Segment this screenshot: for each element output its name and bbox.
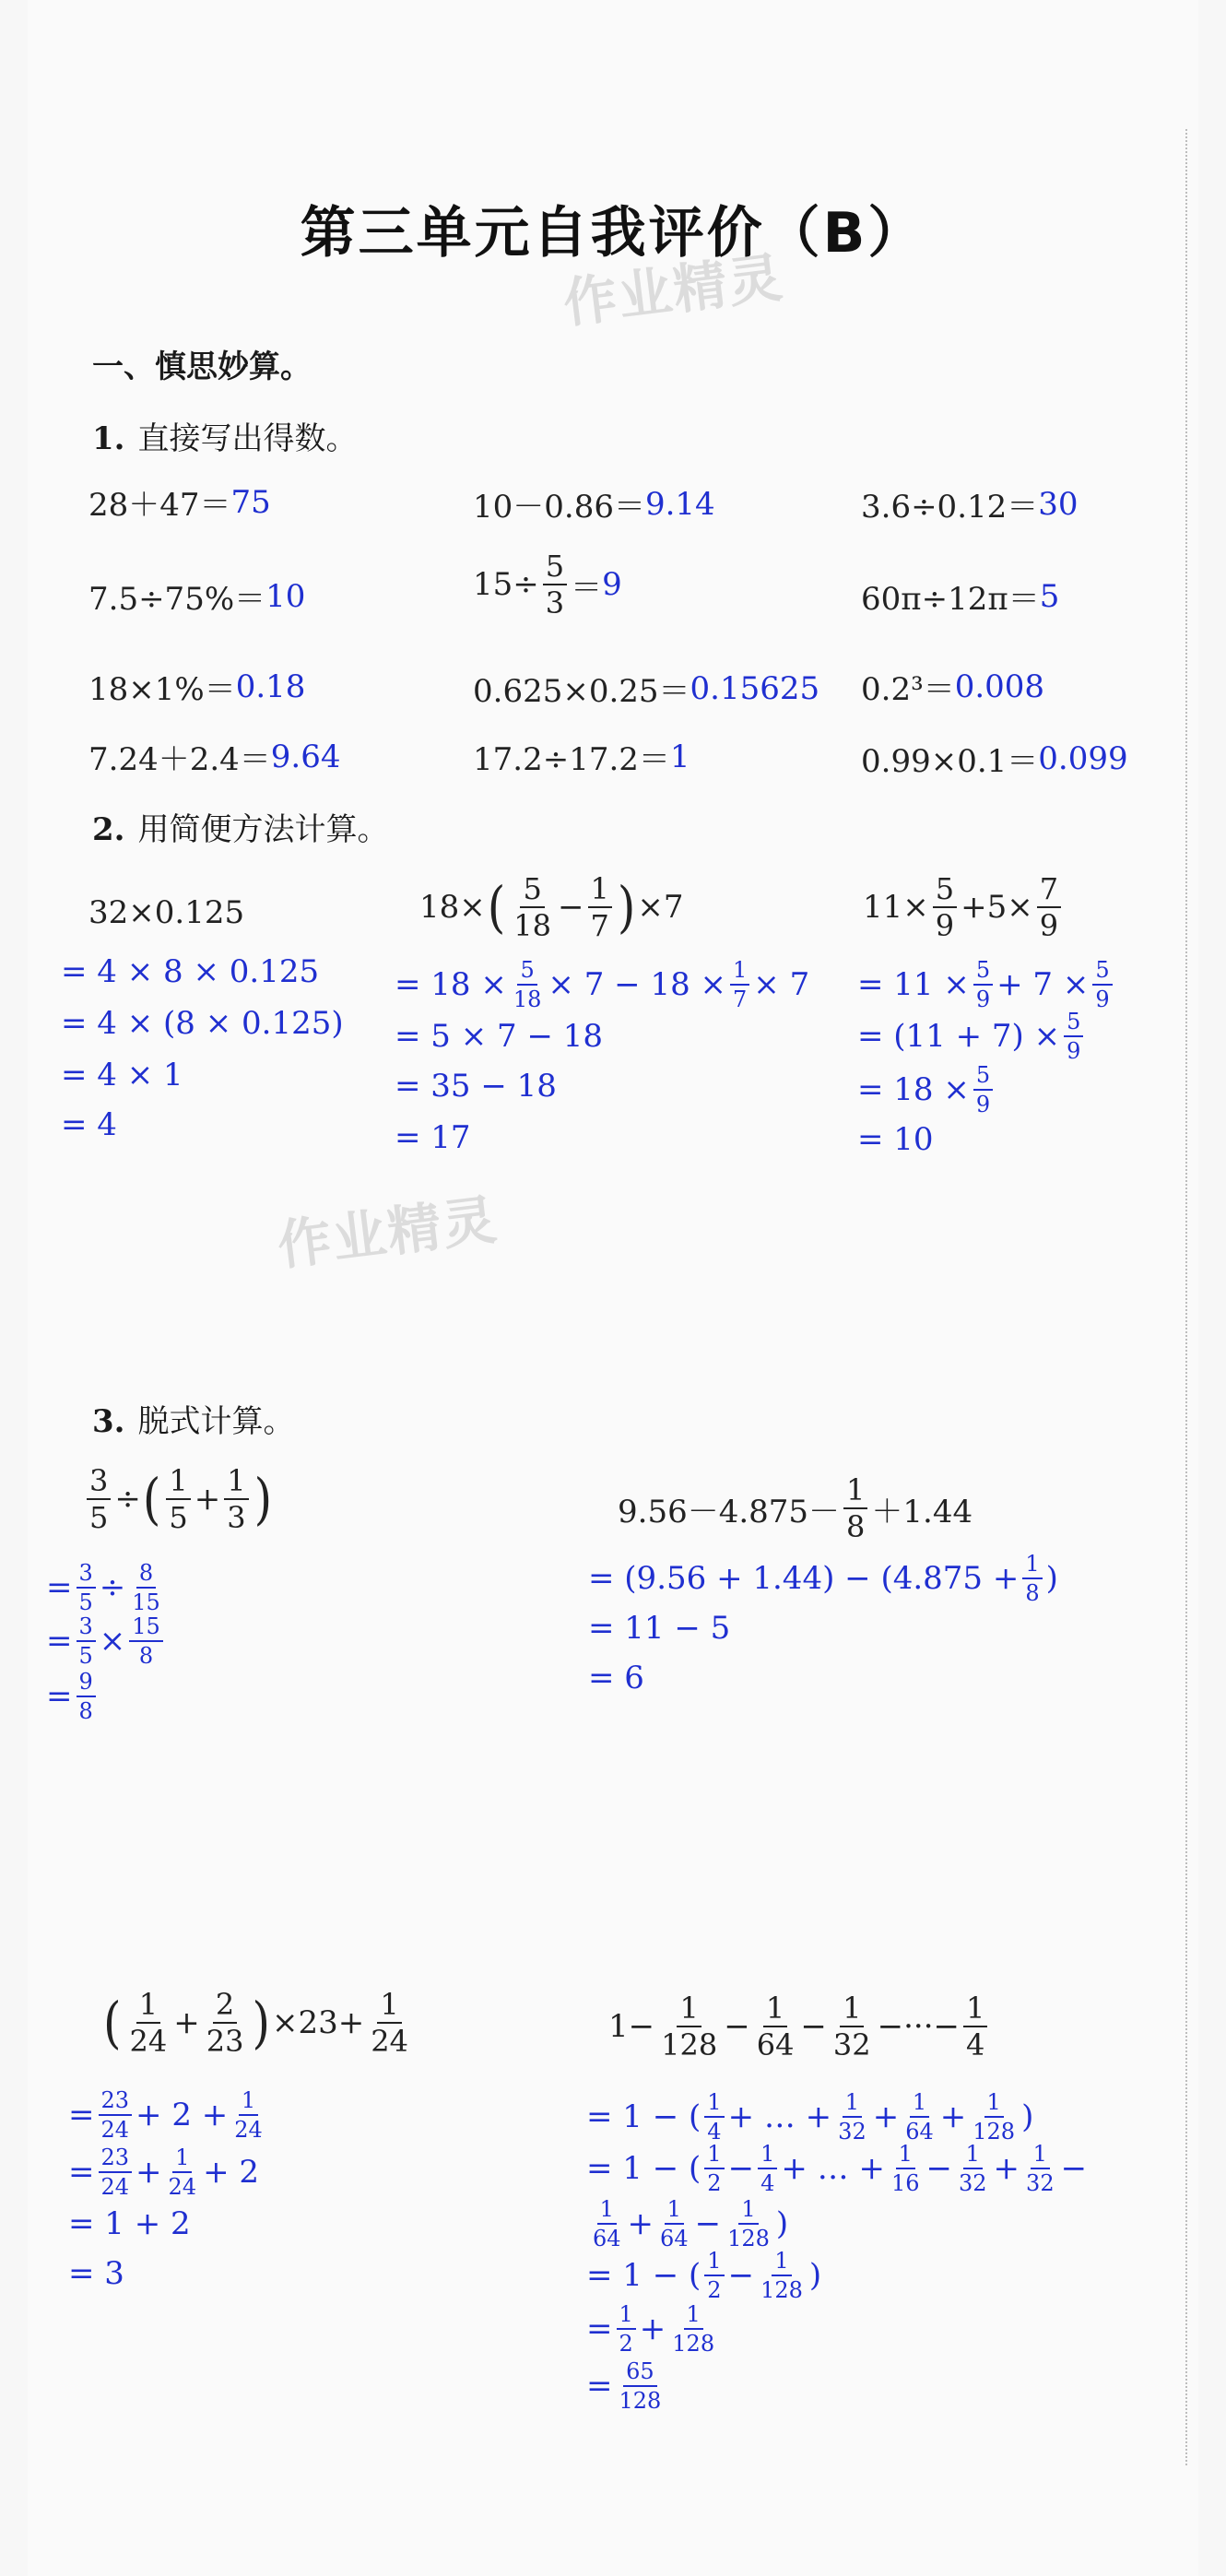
- oral-item: 10－0.86＝ 9.14: [473, 485, 715, 526]
- answer: 0.15625: [690, 669, 820, 707]
- solution-step: = 4 × (8 × 0.125): [61, 1005, 344, 1042]
- question-number: 3.: [92, 1403, 125, 1440]
- solution-step: = 10: [857, 1121, 934, 1158]
- problem-expression: 32×0.125: [88, 894, 245, 931]
- solution-step: = 18 × 5 9: [857, 1064, 996, 1116]
- question-text: 用简便方法计算。: [137, 811, 389, 848]
- answer: 0.008: [954, 668, 1045, 705]
- solution-step: = (9.56 + 1.44) − (4.875 + 1 8 ): [588, 1551, 1058, 1606]
- problem-expression: 18× ( 5 18 − 1 7 ) ×7: [419, 871, 684, 943]
- solution-step: = 3: [68, 2255, 124, 2292]
- solution-step: = 1 − ( 1 2 − 1 4 + … + 1 16 − 1 32 + 1 32 −: [586, 2141, 1088, 2196]
- solution-step: 1 64 + 1 64 − 1 128 ): [593, 2196, 789, 2251]
- solution-step: = 4: [61, 1106, 117, 1143]
- problem-expression: 3 5 ÷ ( 1 5 + 1 3 ): [83, 1466, 274, 1532]
- answer: 9.64: [270, 738, 341, 775]
- question-3-heading: [92, 1396, 295, 1441]
- page-title: 第三单元自我评价（B）: [300, 201, 926, 266]
- worksheet-page: [28, 0, 1198, 2576]
- question-text: 脱式计算。: [137, 1403, 295, 1440]
- oral-item: 18×1%＝ 0.18: [88, 668, 306, 708]
- oral-item: 3.6÷0.12＝ 30: [861, 485, 1079, 526]
- answer: 0.099: [1038, 739, 1128, 777]
- solution-step: = 1 2 + 1 128: [586, 2301, 715, 2357]
- problem-expression: 11× 5 9 +5× 7 9: [863, 874, 1065, 940]
- oral-item: 15÷ $\frac{5}{3}$ ＝ 9: [473, 549, 622, 620]
- solution-step: = 11 − 5: [588, 1610, 731, 1647]
- oral-item: 17.2÷17.2＝ 1: [473, 738, 690, 778]
- question-1-heading: [92, 413, 358, 458]
- solution-step: = 3 5 × 15 8: [46, 1615, 167, 1667]
- oral-item: 7.5÷75%＝ 10: [88, 577, 306, 618]
- question-number: 2.: [92, 811, 125, 848]
- oral-item: 7.24＋2.4＝ 9.64: [88, 738, 341, 778]
- solution-step: = 23 24 + 1 24 + 2: [68, 2145, 260, 2200]
- dotted-margin-line: [1185, 129, 1187, 2465]
- question-2-heading: [92, 804, 389, 849]
- question-number: 1.: [92, 420, 125, 457]
- answer: 1: [669, 738, 690, 775]
- solution-step: = 17: [395, 1119, 471, 1156]
- answer: 10: [265, 577, 306, 615]
- solution-step: = 18 × 5 18 × 7 − 18 × 1 7 × 7: [395, 957, 810, 1012]
- oral-item: 60π÷12π＝ 5: [861, 577, 1060, 618]
- section-heading: 一、慎思妙算。: [92, 349, 312, 385]
- solution-step: = 35 − 18: [395, 1068, 557, 1105]
- solution-step: = 1 − ( 1 2 − 1 128 ): [586, 2248, 822, 2303]
- solution-step: = 65 128: [586, 2358, 662, 2414]
- solution-step: = 5 × 7 − 18: [395, 1018, 604, 1055]
- watermark: 作业精灵: [274, 1188, 501, 1278]
- solution-step: = 6: [588, 1660, 644, 1696]
- answer: 9: [602, 566, 622, 603]
- answer: 5: [1039, 577, 1060, 615]
- answer: 30: [1038, 485, 1079, 523]
- watermark: 作业精灵: [560, 245, 787, 336]
- solution-step: = 1 − ( 1 4 + … + 1 32 + 1 64 + 1 128 ): [586, 2089, 1034, 2145]
- question-text: 直接写出得数。: [137, 420, 358, 457]
- answer: 75: [230, 483, 271, 521]
- problem-expression: 1− 1 128 − 1 64 − 1 32 −···− 1 4: [608, 1993, 991, 2060]
- oral-item: 0.99×0.1＝ 0.099: [861, 739, 1128, 780]
- solution-step: = 4 × 8 × 0.125: [61, 953, 320, 990]
- solution-step: = (11 + 7) × 5 9: [857, 1010, 1087, 1062]
- solution-step: = 3 5 ÷ 8 15: [46, 1560, 160, 1615]
- oral-item: 0.625×0.25＝ 0.15625: [473, 669, 820, 710]
- problem-expression: 9.56－4.875－ 1 8 ＋1.44: [618, 1472, 973, 1544]
- answer: 0.18: [235, 668, 306, 705]
- solution-step: = 9 8: [46, 1671, 100, 1722]
- oral-item: 0.2³＝ 0.008: [861, 668, 1045, 708]
- oral-item: 28＋47＝ 75: [88, 483, 271, 524]
- solution-step: = 1 + 2: [68, 2205, 191, 2242]
- solution-step: = 4 × 1: [61, 1057, 183, 1093]
- answer: 9.14: [644, 485, 715, 523]
- solution-step: = 23 24 + 2 + 1 24: [68, 2087, 263, 2143]
- solution-step: = 11 × 5 9 + 7 × 5 9: [857, 959, 1116, 1010]
- problem-expression: ( 1 24 + 2 23 ) ×23+ 1 24: [103, 1987, 408, 2059]
